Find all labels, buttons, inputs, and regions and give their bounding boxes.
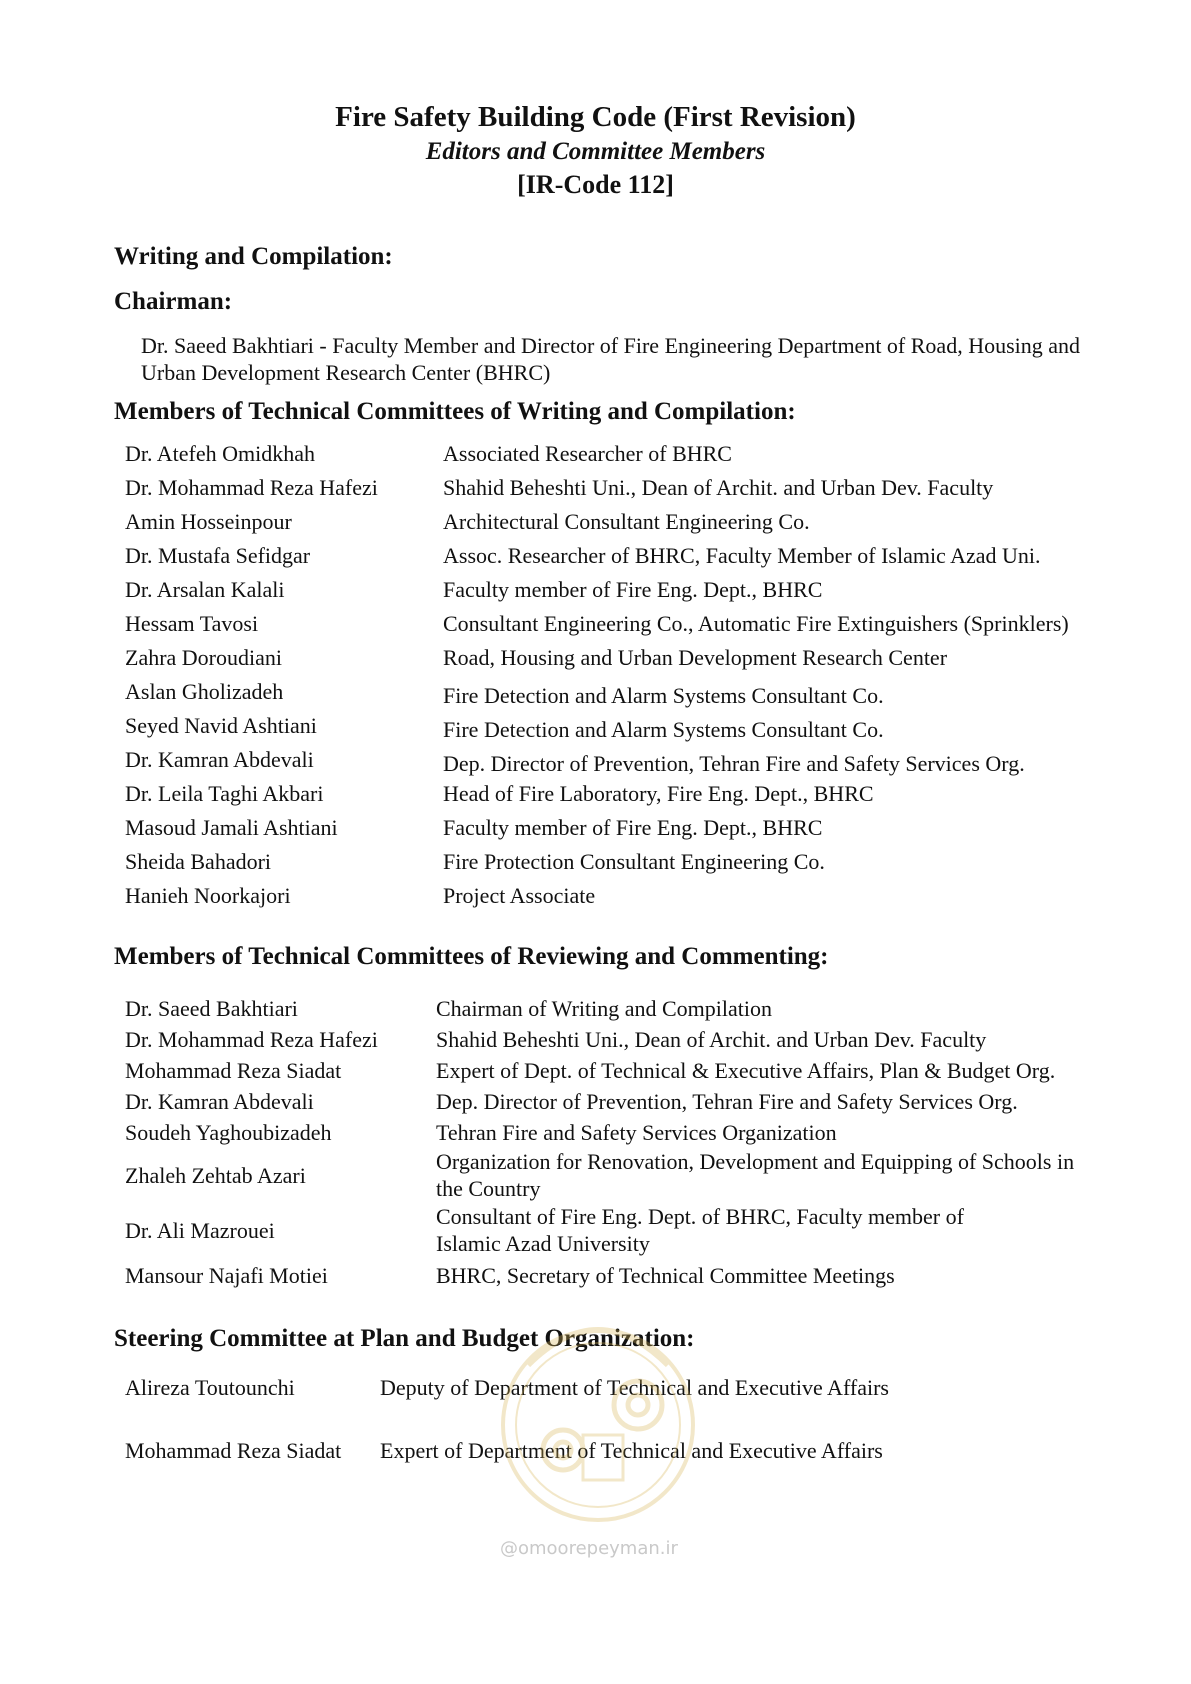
member-role: Road, Housing and Urban Development Research Center [443, 645, 948, 670]
member-name: Mansour Najafi Motiei [125, 1263, 328, 1288]
member-role: BHRC, Secretary of Technical Committee Meetings [436, 1263, 895, 1288]
member-name: Dr. Ali Mazrouei [125, 1218, 275, 1243]
document-header [0, 98, 1191, 202]
member-name: Dr. Mohammad Reza Hafezi [125, 1027, 378, 1052]
review-committee-heading: Members of Technical Committees of Reviewing and Commenting: [114, 943, 829, 970]
member-name: Dr. Atefeh Omidkhah [125, 441, 316, 466]
member-name: Alireza Toutounchi [125, 1375, 295, 1400]
member-role: Architectural Consultant Engineering Co. [443, 509, 810, 534]
document-title: Fire Safety Building Code (First Revision) [335, 101, 856, 133]
member-role: Deputy of Department of Technical and Executive Affairs [380, 1375, 889, 1400]
member-role: Chairman of Writing and Compilation [436, 996, 772, 1021]
member-role: Head of Fire Laboratory, Fire Eng. Dept., BHRC [443, 781, 874, 806]
member-role: Organization for Renovation, Development and Equipping of Schools in [436, 1149, 1075, 1174]
seal-gear-logo-icon [488, 1285, 708, 1525]
member-role: Dep. Director of Prevention, Tehran Fire and Safety Services Org. [443, 751, 1025, 776]
member-role: Shahid Beheshti Uni., Dean of Archit. and Urban Dev. Faculty [443, 475, 994, 500]
member-name: Dr. Mustafa Sefidgar [125, 543, 311, 568]
member-name: Dr. Kamran Abdevali [125, 747, 314, 772]
member-name: Hanieh Noorkajori [125, 883, 291, 908]
writing-heading: Writing and Compilation: [114, 243, 393, 270]
member-role: Consultant Engineering Co., Automatic Fire Extinguishers (Sprinklers) [443, 611, 1069, 636]
watermark-text: @omoorepeyman.ir [500, 1538, 678, 1559]
member-role: Project Associate [443, 883, 596, 908]
member-role: Fire Detection and Alarm Systems Consultant Co. [443, 717, 884, 742]
member-name: Masoud Jamali Ashtiani [125, 815, 338, 840]
member-name: Dr. Mohammad Reza Hafezi [125, 475, 378, 500]
member-role: Assoc. Researcher of BHRC, Faculty Member of Islamic Azad Uni. [443, 543, 1041, 568]
chairman-text: Dr. Saeed Bakhtiari - Faculty Member and Director of Fire Engineering Department of Road, Housing and Urban Development Research Center (BHRC) [141, 333, 1081, 385]
member-role: Expert of Dept. of Technical & Executive Affairs, Plan & Budget Org. [436, 1058, 1056, 1083]
member-role-continued: the Country [436, 1176, 541, 1201]
member-name: Soudeh Yaghoubizadeh [125, 1120, 332, 1145]
member-name: Sheida Bahadori [125, 849, 272, 874]
member-name: Aslan Gholizadeh [125, 679, 284, 704]
member-role: Fire Detection and Alarm Systems Consultant Co. [443, 683, 884, 708]
chairman-heading: Chairman: [114, 288, 233, 315]
member-name: Dr. Leila Taghi Akbari [125, 781, 324, 806]
member-name: Dr. Kamran Abdevali [125, 1089, 314, 1114]
member-role: Fire Protection Consultant Engineering Co. [443, 849, 825, 874]
member-name: Amin Hosseinpour [125, 509, 292, 534]
member-role: Tehran Fire and Safety Services Organization [436, 1120, 837, 1145]
member-role: Consultant of Fire Eng. Dept. of BHRC, Faculty member of [436, 1204, 964, 1229]
writing-committee-heading: Members of Technical Committees of Writing and Compilation: [114, 398, 796, 425]
member-name: Dr. Saeed Bakhtiari [125, 996, 298, 1021]
member-role: Dep. Director of Prevention, Tehran Fire and Safety Services Org. [436, 1089, 1018, 1114]
document-code: [IR-Code 112] [517, 170, 674, 199]
document-subtitle: Editors and Committee Members [425, 138, 766, 165]
member-name: Mohammad Reza Siadat [125, 1438, 342, 1463]
member-role: Expert of Department of Technical and Executive Affairs [380, 1438, 883, 1463]
member-role-continued: Islamic Azad University [436, 1231, 650, 1256]
member-role: Shahid Beheshti Uni., Dean of Archit. and Urban Dev. Faculty [436, 1027, 987, 1052]
member-role: Associated Researcher of BHRC [443, 441, 732, 466]
member-role: Faculty member of Fire Eng. Dept., BHRC [443, 815, 823, 840]
member-name: Zahra Doroudiani [125, 645, 282, 670]
member-name: Mohammad Reza Siadat [125, 1058, 342, 1083]
steering-committee-heading: Steering Committee at Plan and Budget Organization: [114, 1325, 695, 1352]
member-name: Seyed Navid Ashtiani [125, 713, 317, 738]
member-name: Dr. Arsalan Kalali [125, 577, 285, 602]
member-role: Faculty member of Fire Eng. Dept., BHRC [443, 577, 823, 602]
member-name: Hessam Tavosi [125, 611, 259, 636]
member-name: Zhaleh Zehtab Azari [125, 1163, 306, 1188]
